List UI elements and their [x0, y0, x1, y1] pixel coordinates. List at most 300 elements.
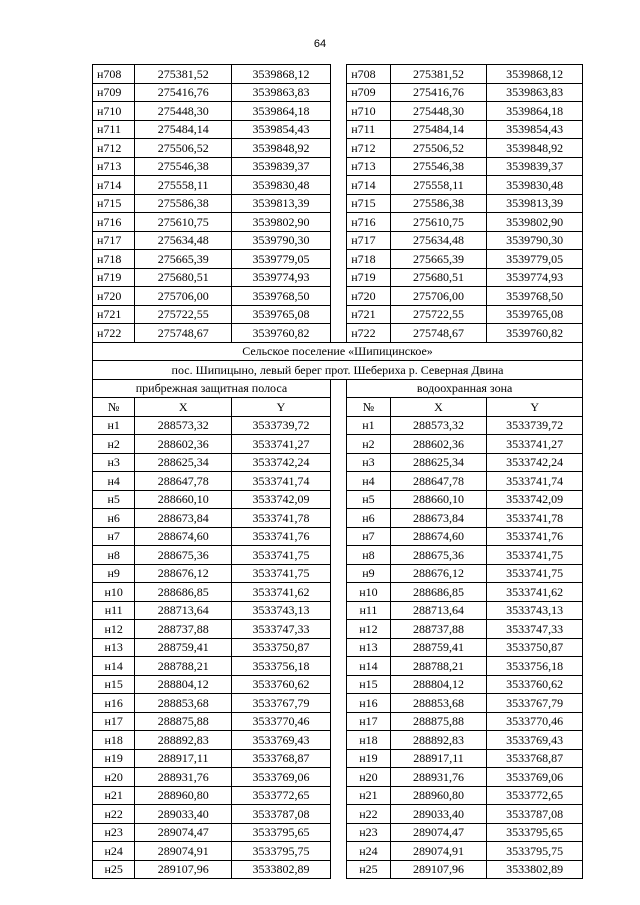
right-point-id: н4 — [347, 472, 390, 491]
right-point-id: н715 — [347, 194, 390, 213]
column-gap — [330, 379, 346, 398]
right-point-id: н10 — [347, 583, 390, 602]
right-x-value: 275665,39 — [390, 250, 487, 269]
right-point-id: н25 — [347, 860, 390, 879]
left-point-id: н8 — [93, 546, 135, 565]
left-y-value: 3539854,43 — [232, 120, 331, 139]
left-y-value: 3539765,08 — [232, 305, 331, 324]
column-gap — [330, 435, 346, 454]
right-point-id: н1 — [347, 416, 390, 435]
left-x-value: 288676,12 — [135, 564, 232, 583]
left-x-value: 288853,68 — [135, 694, 232, 713]
left-point-id: н24 — [93, 842, 135, 861]
left-x-value: 275586,38 — [135, 194, 232, 213]
left-y-value: 3533750,87 — [232, 638, 331, 657]
left-x-value: 275416,76 — [135, 83, 232, 102]
left-point-id: н14 — [93, 657, 135, 676]
right-point-id: н717 — [347, 231, 390, 250]
left-y-value: 3533772,65 — [232, 786, 331, 805]
left-x-value: 289074,47 — [135, 823, 232, 842]
left-x-value: 275634,48 — [135, 231, 232, 250]
right-point-id: н711 — [347, 120, 390, 139]
right-point-id: н5 — [347, 490, 390, 509]
table-row — [93, 213, 583, 232]
right-point-id: н710 — [347, 102, 390, 121]
column-gap — [330, 268, 346, 287]
column-gap — [330, 490, 346, 509]
column-gap — [330, 194, 346, 213]
column-gap — [330, 546, 346, 565]
left-y-value: 3539864,18 — [232, 102, 331, 121]
table-row — [93, 601, 583, 620]
left-x-value: 288625,34 — [135, 453, 232, 472]
table-row — [93, 842, 583, 861]
left-x-value: 288759,41 — [135, 638, 232, 657]
left-x-value: 275484,14 — [135, 120, 232, 139]
right-x-value: 288853,68 — [390, 694, 487, 713]
left-y-value: 3533770,46 — [232, 712, 331, 731]
right-x-value: 275586,38 — [390, 194, 487, 213]
left-y-value: 3539863,83 — [232, 83, 331, 102]
right-col-x: X — [390, 398, 487, 417]
settlement-row — [93, 342, 583, 361]
left-y-value: 3533741,74 — [232, 472, 331, 491]
column-gap — [330, 657, 346, 676]
right-point-id: н3 — [347, 453, 390, 472]
right-point-id: н22 — [347, 805, 390, 824]
table-row — [93, 324, 583, 343]
table-row — [93, 287, 583, 306]
left-point-id: н3 — [93, 453, 135, 472]
left-x-value: 275748,67 — [135, 324, 232, 343]
left-point-id: н720 — [93, 287, 135, 306]
left-point-id: н713 — [93, 157, 135, 176]
table-row — [93, 416, 583, 435]
right-point-id: н712 — [347, 139, 390, 158]
table-row — [93, 823, 583, 842]
column-gap — [330, 805, 346, 824]
column-gap — [330, 139, 346, 158]
table-row — [93, 194, 583, 213]
right-y-value: 3539774,93 — [487, 268, 583, 287]
left-point-id: н18 — [93, 731, 135, 750]
left-y-value: 3539774,93 — [232, 268, 331, 287]
right-x-value: 275546,38 — [390, 157, 487, 176]
left-y-value: 3533741,62 — [232, 583, 331, 602]
column-gap — [330, 527, 346, 546]
left-y-value: 3539790,30 — [232, 231, 331, 250]
left-x-value: 288647,78 — [135, 472, 232, 491]
right-x-value: 275610,75 — [390, 213, 487, 232]
right-y-value: 3533772,65 — [487, 786, 583, 805]
left-point-id: н712 — [93, 139, 135, 158]
left-point-id: н17 — [93, 712, 135, 731]
table-row — [93, 250, 583, 269]
right-point-id: н6 — [347, 509, 390, 528]
right-x-value: 275506,52 — [390, 139, 487, 158]
column-gap — [330, 712, 346, 731]
table-row — [93, 583, 583, 602]
right-y-value: 3533787,08 — [487, 805, 583, 824]
left-x-value: 275506,52 — [135, 139, 232, 158]
right-point-id: н23 — [347, 823, 390, 842]
right-y-value: 3539854,43 — [487, 120, 583, 139]
left-x-value: 288675,36 — [135, 546, 232, 565]
right-point-id: н721 — [347, 305, 390, 324]
left-point-id: н715 — [93, 194, 135, 213]
right-point-id: н12 — [347, 620, 390, 639]
right-x-value: 288686,85 — [390, 583, 487, 602]
right-col-y: Y — [487, 398, 583, 417]
column-gap — [330, 287, 346, 306]
right-point-id: н24 — [347, 842, 390, 861]
right-y-value: 3539848,92 — [487, 139, 583, 158]
table-row — [93, 527, 583, 546]
left-point-id: н25 — [93, 860, 135, 879]
column-gap — [330, 583, 346, 602]
left-y-value: 3533741,78 — [232, 509, 331, 528]
column-gap — [330, 324, 346, 343]
left-x-value: 289107,96 — [135, 860, 232, 879]
right-y-value: 3533742,24 — [487, 453, 583, 472]
right-y-value: 3533741,76 — [487, 527, 583, 546]
right-y-value: 3539830,48 — [487, 176, 583, 195]
right-y-value: 3533741,78 — [487, 509, 583, 528]
left-y-value: 3539779,05 — [232, 250, 331, 269]
right-y-value: 3533741,75 — [487, 546, 583, 565]
right-x-value: 288759,41 — [390, 638, 487, 657]
right-y-value: 3533741,75 — [487, 564, 583, 583]
right-x-value: 288737,88 — [390, 620, 487, 639]
left-x-value: 289074,91 — [135, 842, 232, 861]
right-y-value: 3533768,87 — [487, 749, 583, 768]
left-y-value: 3533769,06 — [232, 768, 331, 787]
right-x-value: 288960,80 — [390, 786, 487, 805]
left-point-id: н23 — [93, 823, 135, 842]
right-y-value: 3539765,08 — [487, 305, 583, 324]
left-point-id: н709 — [93, 83, 135, 102]
column-gap — [330, 768, 346, 787]
left-point-id: н717 — [93, 231, 135, 250]
right-point-id: н20 — [347, 768, 390, 787]
left-point-id: н15 — [93, 675, 135, 694]
right-point-id: н722 — [347, 324, 390, 343]
left-x-value: 288673,84 — [135, 509, 232, 528]
right-y-value: 3539768,50 — [487, 287, 583, 306]
left-x-value: 288788,21 — [135, 657, 232, 676]
right-y-value: 3533741,62 — [487, 583, 583, 602]
right-y-value: 3539868,12 — [487, 65, 583, 84]
right-y-value: 3533769,43 — [487, 731, 583, 750]
left-x-value: 275381,52 — [135, 65, 232, 84]
zone-header-row — [93, 379, 583, 398]
left-x-value: 288892,83 — [135, 731, 232, 750]
column-gap — [330, 453, 346, 472]
left-point-id: н6 — [93, 509, 135, 528]
left-x-value: 288875,88 — [135, 712, 232, 731]
right-x-value: 275558,11 — [390, 176, 487, 195]
left-x-value: 275610,75 — [135, 213, 232, 232]
left-point-id: н708 — [93, 65, 135, 84]
location-row — [93, 361, 583, 380]
table-row — [93, 176, 583, 195]
right-x-value: 275634,48 — [390, 231, 487, 250]
left-x-value: 288686,85 — [135, 583, 232, 602]
column-gap — [330, 250, 346, 269]
left-y-value: 3533767,79 — [232, 694, 331, 713]
column-gap — [330, 860, 346, 879]
left-y-value: 3533741,75 — [232, 546, 331, 565]
right-x-value: 275484,14 — [390, 120, 487, 139]
left-point-id: н20 — [93, 768, 135, 787]
right-point-id: н17 — [347, 712, 390, 731]
left-point-id: н21 — [93, 786, 135, 805]
right-x-value: 275448,30 — [390, 102, 487, 121]
table-row — [93, 509, 583, 528]
left-point-id: н714 — [93, 176, 135, 195]
table-row — [93, 139, 583, 158]
right-y-value: 3533795,75 — [487, 842, 583, 861]
right-point-id: н19 — [347, 749, 390, 768]
right-point-id: н21 — [347, 786, 390, 805]
column-gap — [330, 305, 346, 324]
right-x-value: 288675,36 — [390, 546, 487, 565]
column-gap — [330, 823, 346, 842]
right-point-id: н16 — [347, 694, 390, 713]
table-row — [93, 620, 583, 639]
right-x-value: 288676,12 — [390, 564, 487, 583]
left-point-id: н10 — [93, 583, 135, 602]
right-y-value: 3533767,79 — [487, 694, 583, 713]
right-point-id: н718 — [347, 250, 390, 269]
left-y-value: 3533743,13 — [232, 601, 331, 620]
right-y-value: 3539813,39 — [487, 194, 583, 213]
left-point-id: н16 — [93, 694, 135, 713]
right-y-value: 3539839,37 — [487, 157, 583, 176]
table-row — [93, 564, 583, 583]
table-row — [93, 860, 583, 879]
column-gap — [330, 213, 346, 232]
left-y-value: 3533741,76 — [232, 527, 331, 546]
column-gap — [330, 601, 346, 620]
right-y-value: 3533760,62 — [487, 675, 583, 694]
left-x-value: 275680,51 — [135, 268, 232, 287]
right-y-value: 3533769,06 — [487, 768, 583, 787]
left-point-id: н22 — [93, 805, 135, 824]
right-x-value: 289033,40 — [390, 805, 487, 824]
right-x-value: 288673,84 — [390, 509, 487, 528]
table-row — [93, 712, 583, 731]
column-gap — [330, 564, 346, 583]
page-number: 64 — [313, 38, 327, 50]
left-x-value: 288931,76 — [135, 768, 232, 787]
right-point-id: н714 — [347, 176, 390, 195]
left-x-value: 288660,10 — [135, 490, 232, 509]
left-y-value: 3539868,12 — [232, 65, 331, 84]
location-title: пос. Шипицыно, левый берег прот. Шебериха р. Северная Двина — [93, 361, 583, 380]
table-row — [93, 157, 583, 176]
left-y-value: 3533760,62 — [232, 675, 331, 694]
left-point-id: н7 — [93, 527, 135, 546]
right-x-value: 275722,55 — [390, 305, 487, 324]
right-x-value: 288602,36 — [390, 435, 487, 454]
left-x-value: 275448,30 — [135, 102, 232, 121]
column-gap — [330, 416, 346, 435]
right-point-id: н720 — [347, 287, 390, 306]
left-point-id: н19 — [93, 749, 135, 768]
left-y-value: 3539768,50 — [232, 287, 331, 306]
right-x-value: 288892,83 — [390, 731, 487, 750]
left-y-value: 3533769,43 — [232, 731, 331, 750]
column-gap — [330, 176, 346, 195]
table-row — [93, 435, 583, 454]
right-x-value: 288573,32 — [390, 416, 487, 435]
right-y-value: 3533795,65 — [487, 823, 583, 842]
table-row — [93, 453, 583, 472]
right-x-value: 288917,11 — [390, 749, 487, 768]
table-row — [93, 768, 583, 787]
left-point-id: н9 — [93, 564, 135, 583]
left-col-y: Y — [232, 398, 331, 417]
left-point-id: н5 — [93, 490, 135, 509]
column-gap — [330, 398, 346, 417]
right-point-id: н2 — [347, 435, 390, 454]
left-point-id: н4 — [93, 472, 135, 491]
left-y-value: 3533741,75 — [232, 564, 331, 583]
left-x-value: 288960,80 — [135, 786, 232, 805]
left-point-id: н719 — [93, 268, 135, 287]
right-point-id: н11 — [347, 601, 390, 620]
column-gap — [330, 120, 346, 139]
table-row — [93, 675, 583, 694]
right-y-value: 3539779,05 — [487, 250, 583, 269]
table-row — [93, 694, 583, 713]
table-row — [93, 120, 583, 139]
table-row — [93, 749, 583, 768]
coordinates-table — [92, 64, 583, 879]
right-y-value: 3533739,72 — [487, 416, 583, 435]
left-point-id: н2 — [93, 435, 135, 454]
right-x-value: 288713,64 — [390, 601, 487, 620]
left-y-value: 3539839,37 — [232, 157, 331, 176]
column-gap — [330, 638, 346, 657]
table-row — [93, 786, 583, 805]
right-zone-title: водоохранная зона — [347, 379, 583, 398]
left-x-value: 275558,11 — [135, 176, 232, 195]
right-x-value: 289107,96 — [390, 860, 487, 879]
left-y-value: 3533802,89 — [232, 860, 331, 879]
right-x-value: 275680,51 — [390, 268, 487, 287]
column-gap — [330, 472, 346, 491]
left-x-value: 288602,36 — [135, 435, 232, 454]
left-x-value: 288573,32 — [135, 416, 232, 435]
table-row — [93, 65, 583, 84]
right-point-id: н13 — [347, 638, 390, 657]
right-point-id: н709 — [347, 83, 390, 102]
right-y-value: 3539802,90 — [487, 213, 583, 232]
table-row — [93, 472, 583, 491]
left-x-value: 289033,40 — [135, 805, 232, 824]
right-y-value: 3539790,30 — [487, 231, 583, 250]
right-y-value: 3533770,46 — [487, 712, 583, 731]
table-row — [93, 805, 583, 824]
right-x-value: 288660,10 — [390, 490, 487, 509]
right-point-id: н15 — [347, 675, 390, 694]
left-point-id: н711 — [93, 120, 135, 139]
left-y-value: 3533742,09 — [232, 490, 331, 509]
right-y-value: 3533756,18 — [487, 657, 583, 676]
column-gap — [330, 749, 346, 768]
left-y-value: 3533795,65 — [232, 823, 331, 842]
right-y-value: 3533742,09 — [487, 490, 583, 509]
right-point-id: н7 — [347, 527, 390, 546]
right-y-value: 3539863,83 — [487, 83, 583, 102]
left-y-value: 3533787,08 — [232, 805, 331, 824]
right-point-id: н18 — [347, 731, 390, 750]
right-x-value: 289074,47 — [390, 823, 487, 842]
right-x-value: 288647,78 — [390, 472, 487, 491]
right-x-value: 288625,34 — [390, 453, 487, 472]
table-row — [93, 231, 583, 250]
left-y-value: 3533756,18 — [232, 657, 331, 676]
right-point-id: н8 — [347, 546, 390, 565]
right-point-id: н14 — [347, 657, 390, 676]
table-row — [93, 546, 583, 565]
right-point-id: н719 — [347, 268, 390, 287]
right-x-value: 275748,67 — [390, 324, 487, 343]
left-point-id: н11 — [93, 601, 135, 620]
right-x-value: 275706,00 — [390, 287, 487, 306]
table-row — [93, 657, 583, 676]
right-y-value: 3533743,13 — [487, 601, 583, 620]
left-y-value: 3533741,27 — [232, 435, 331, 454]
column-gap — [330, 102, 346, 121]
left-point-id: н12 — [93, 620, 135, 639]
table-row — [93, 305, 583, 324]
table-row — [93, 490, 583, 509]
column-gap — [330, 65, 346, 84]
right-x-value: 288788,21 — [390, 657, 487, 676]
right-x-value: 275381,52 — [390, 65, 487, 84]
right-point-id: н713 — [347, 157, 390, 176]
left-x-value: 275722,55 — [135, 305, 232, 324]
left-x-value: 288674,60 — [135, 527, 232, 546]
left-y-value: 3539830,48 — [232, 176, 331, 195]
column-gap — [330, 694, 346, 713]
left-point-id: н710 — [93, 102, 135, 121]
column-gap — [330, 231, 346, 250]
left-point-id: н722 — [93, 324, 135, 343]
left-y-value: 3539848,92 — [232, 139, 331, 158]
settlement-title: Сельское поселение «Шипицинское» — [93, 342, 583, 361]
column-gap — [330, 509, 346, 528]
column-gap — [330, 83, 346, 102]
right-y-value: 3539864,18 — [487, 102, 583, 121]
left-x-value: 275706,00 — [135, 287, 232, 306]
left-point-id: н721 — [93, 305, 135, 324]
column-gap — [330, 786, 346, 805]
left-y-value: 3539760,82 — [232, 324, 331, 343]
right-y-value: 3533741,74 — [487, 472, 583, 491]
left-x-value: 288804,12 — [135, 675, 232, 694]
left-y-value: 3539802,90 — [232, 213, 331, 232]
right-x-value: 288875,88 — [390, 712, 487, 731]
left-col-no: № — [93, 398, 135, 417]
column-gap — [330, 731, 346, 750]
left-x-value: 275546,38 — [135, 157, 232, 176]
left-point-id: н718 — [93, 250, 135, 269]
right-point-id: н708 — [347, 65, 390, 84]
